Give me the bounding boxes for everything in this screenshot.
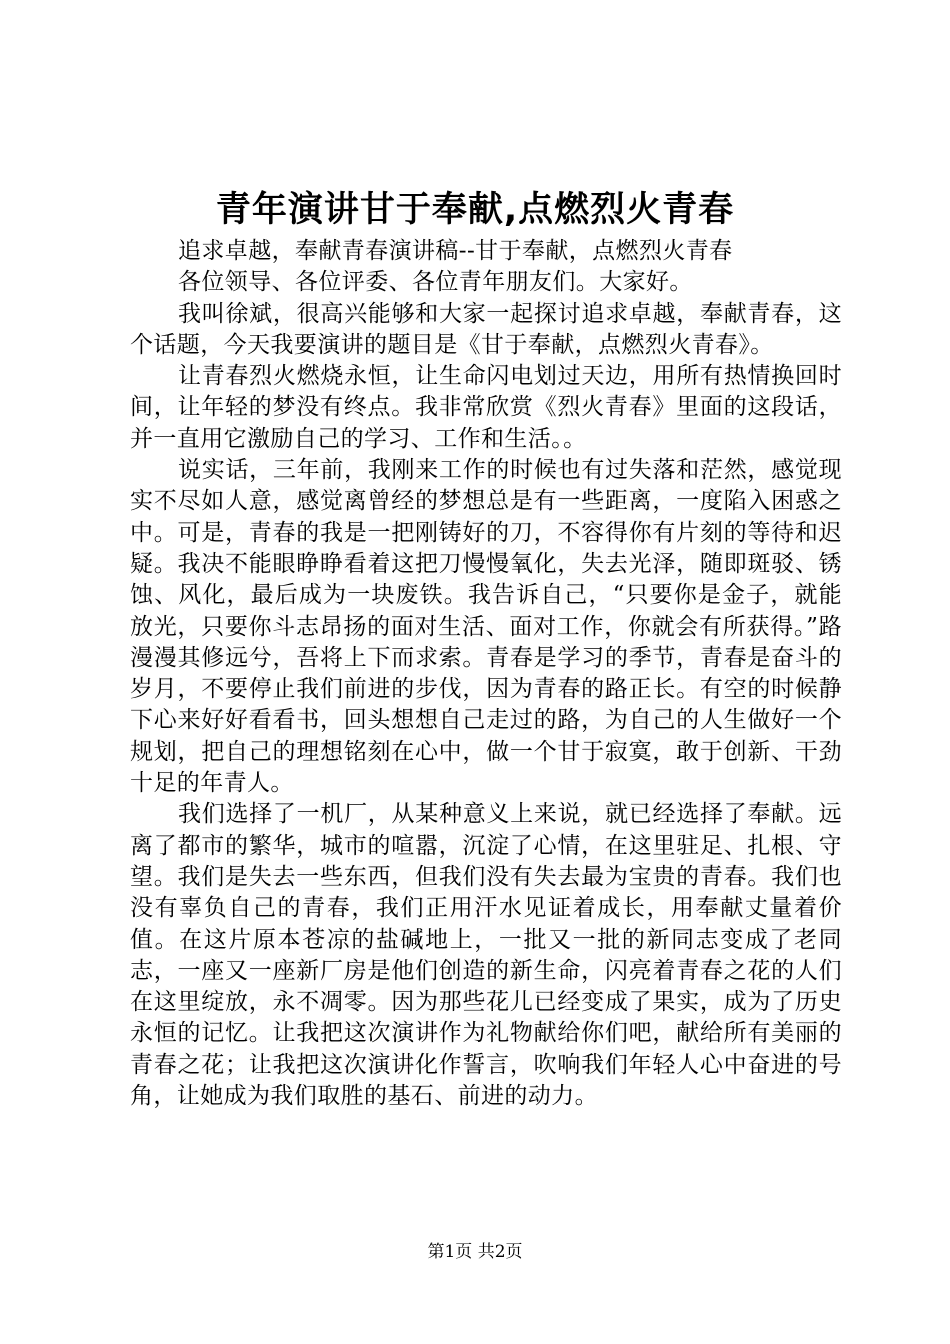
paragraph-reflection: 说实话，三年前，我刚来工作的时候也有过失落和茫然，感觉现实不尽如人意，感觉离曾经的梦想总是有一些距离，一度陷入困惑之中。可是，青春的我是一把刚铸好的刀，不容得你有片刻的等待和迟疑。我决不能眼睁睁看着这把刀慢慢氧化，失去光泽，随即斑驳、锈蚀、风化，最后成为一块废铁。我告诉自己，“只要你是金子，就能放光，只要你斗志昂扬的面对生活、面对工作，你就会有所获得。”路漫漫其修远兮，吾将上下而求索。青春是学习的季节，青春是奋斗的岁月，不要停止我们前进的步伐，因为青春的路正长。有空的时候静下心来好好看看书，回头想想自己走过的路，为自己的人生做好一个规划，把自己的理想铭刻在心中，做一个甘于寂寞，敢于创新、干劲十足的年青人。: [130, 457, 842, 797]
paragraph-subtitle: 追求卓越，奉献青春演讲稿--甘于奉献，点燃烈火青春: [178, 238, 733, 264]
paragraph-introduction: 我叫徐斌，很高兴能够和大家一起探讨追求卓越，奉献青春，这个话题，今天我要演讲的题目是《甘于奉献，点燃烈火青春》。: [130, 300, 842, 358]
page-number-footer: 第1页 共2页: [427, 1242, 523, 1262]
document-title: 青年演讲甘于奉献,点燃烈火青春: [215, 190, 735, 230]
paragraph-greeting: 各位领导、各位评委、各位青年朋友们。大家好。: [178, 269, 693, 296]
paragraph-quote: 让青春烈火燃烧永恒，让生命闪电划过天边，用所有热情换回时间，让年轻的梦没有终点。我非常欣赏《烈火青春》里面的这段话，并一直用它激励自己的学习、工作和生活。。: [130, 363, 842, 452]
document-body: [130, 236, 842, 1112]
paragraph-conclusion: 我们选择了一机厂，从某种意义上来说，就已经选择了奉献。远离了都市的繁华，城市的喧嚣，沉淀了心情，在这里驻足、扎根、守望。我们是失去一些东西，但我们没有失去最为宝贵的青春。我们也没有辜负自己的青春，我们正用汗水见证着成长，用奉献丈量着价值。在这片原本苍凉的盐碱地上，一批又一批的新同志变成了老同志，一座又一座新厂房是他们创造的新生命，闪亮着青春之花的人们在这里绽放，永不凋零。因为那些花儿已经变成了果实，成为了历史永恒的记忆。让我把这次演讲作为礼物献给你们吧，献给所有美丽的青春之花；让我把这次演讲化作誓言，吹响我们年轻人心中奋进的号角，让她成为我们取胜的基石、前进的动力。: [130, 801, 842, 1110]
